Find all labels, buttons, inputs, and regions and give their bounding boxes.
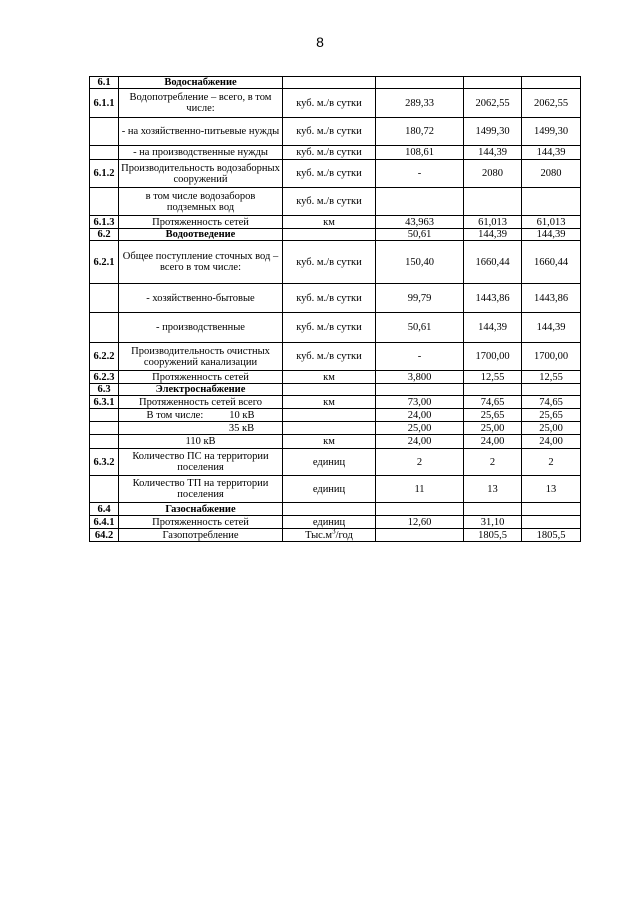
table-row <box>90 449 581 476</box>
table-row <box>90 409 581 422</box>
value-cell-1: 108,61 <box>376 146 464 160</box>
row-number: 6.2.2 <box>90 343 119 371</box>
value-cell-2: 144,39 <box>464 146 522 160</box>
row-number: 6.4.1 <box>90 516 119 529</box>
row-name: Количество ТП на территории поселения <box>119 476 283 503</box>
row-number: 6.3.1 <box>90 396 119 409</box>
table-row <box>90 77 581 89</box>
unit-superscript: 3 <box>332 528 336 535</box>
value-cell-1: 11 <box>376 476 464 503</box>
value-cell-1: 43,963 <box>376 216 464 229</box>
unit-prefix: Тыс.м <box>305 529 333 541</box>
value-cell-3: 12,55 <box>522 371 581 384</box>
value-cell-3 <box>522 384 581 396</box>
row-name: - хозяйственно-бытовые <box>119 284 283 313</box>
value-cell-3 <box>522 516 581 529</box>
value-cell-3 <box>522 77 581 89</box>
table-row <box>90 284 581 313</box>
value-cell-1 <box>376 384 464 396</box>
value-cell-3: 1499,30 <box>522 118 581 146</box>
value-cell-1: 2 <box>376 449 464 476</box>
value-cell-3: 1805,5 <box>522 529 581 542</box>
row-name: 35 кВ <box>119 422 283 435</box>
row-name: - на производственные нужды <box>119 146 283 160</box>
row-name: в том числе водозаборов подземных вод <box>119 188 283 216</box>
unit-cell <box>283 77 376 89</box>
value-cell-3: 144,39 <box>522 146 581 160</box>
table-row <box>90 229 581 241</box>
value-cell-3: 1443,86 <box>522 284 581 313</box>
value-cell-3: 25,65 <box>522 409 581 422</box>
value-cell-1 <box>376 188 464 216</box>
row-number <box>90 188 119 216</box>
table-row <box>90 384 581 396</box>
unit-cell <box>283 384 376 396</box>
row-name-voltage: 10 кВ <box>229 409 255 421</box>
unit-cell <box>283 409 376 422</box>
unit-cell: куб. м./в сутки <box>283 146 376 160</box>
value-cell-1: - <box>376 160 464 188</box>
value-cell-1: - <box>376 343 464 371</box>
value-cell-3: 24,00 <box>522 435 581 449</box>
value-cell-2: 1805,5 <box>464 529 522 542</box>
value-cell-1 <box>376 503 464 516</box>
row-name: Водопотребление – всего, в том числе: <box>119 89 283 118</box>
row-number <box>90 435 119 449</box>
unit-suffix: /год <box>335 529 353 541</box>
value-cell-2: 144,39 <box>464 313 522 343</box>
value-cell-3 <box>522 503 581 516</box>
row-name: Протяженность сетей всего <box>119 396 283 409</box>
unit-cell <box>283 229 376 241</box>
row-name: - производственные <box>119 313 283 343</box>
value-cell-3: 2 <box>522 449 581 476</box>
value-cell-1: 12,60 <box>376 516 464 529</box>
value-cell-2: 2062,55 <box>464 89 522 118</box>
value-cell-1: 50,61 <box>376 229 464 241</box>
value-cell-3: 2062,55 <box>522 89 581 118</box>
table-row <box>90 118 581 146</box>
table-row <box>90 241 581 284</box>
row-name: 110 кВ <box>119 435 283 449</box>
table-row <box>90 503 581 516</box>
section-title: Газоснабжение <box>119 503 283 516</box>
row-number: 6.2.1 <box>90 241 119 284</box>
row-number <box>90 409 119 422</box>
value-cell-2: 144,39 <box>464 229 522 241</box>
value-cell-2: 1660,44 <box>464 241 522 284</box>
unit-cell: куб. м./в сутки <box>283 89 376 118</box>
unit-cell: единиц <box>283 516 376 529</box>
table-row <box>90 216 581 229</box>
table-row <box>90 343 581 371</box>
row-name: Производительность очистных сооружений канализации <box>119 343 283 371</box>
unit-cell: км <box>283 216 376 229</box>
table-row <box>90 516 581 529</box>
value-cell-3 <box>522 188 581 216</box>
value-cell-1: 3,800 <box>376 371 464 384</box>
table-row <box>90 476 581 503</box>
unit-cell <box>283 422 376 435</box>
unit-cell: куб. м./в сутки <box>283 313 376 343</box>
row-number <box>90 313 119 343</box>
value-cell-2: 12,55 <box>464 371 522 384</box>
row-name: Протяженность сетей <box>119 516 283 529</box>
value-cell-2: 24,00 <box>464 435 522 449</box>
value-cell-3: 144,39 <box>522 313 581 343</box>
value-cell-2 <box>464 384 522 396</box>
table-row <box>90 160 581 188</box>
unit-cell: единиц <box>283 449 376 476</box>
row-name <box>119 409 283 422</box>
row-number: 6.1.1 <box>90 89 119 118</box>
table-row <box>90 313 581 343</box>
unit-cell: куб. м./в сутки <box>283 188 376 216</box>
row-name: Протяженность сетей <box>119 216 283 229</box>
value-cell-3: 25,00 <box>522 422 581 435</box>
row-number: 6.3.2 <box>90 449 119 476</box>
table-row <box>90 435 581 449</box>
value-cell-2: 25,65 <box>464 409 522 422</box>
value-cell-1: 180,72 <box>376 118 464 146</box>
value-cell-1 <box>376 77 464 89</box>
value-cell-1: 99,79 <box>376 284 464 313</box>
value-cell-2: 1499,30 <box>464 118 522 146</box>
unit-cell: куб. м./в сутки <box>283 160 376 188</box>
value-cell-2 <box>464 77 522 89</box>
row-number <box>90 146 119 160</box>
unit-cell: км <box>283 371 376 384</box>
value-cell-2: 13 <box>464 476 522 503</box>
row-number: 6.4 <box>90 503 119 516</box>
row-number: 6.1 <box>90 77 119 89</box>
value-cell-2: 31,10 <box>464 516 522 529</box>
value-cell-1: 150,40 <box>376 241 464 284</box>
unit-cell: куб. м./в сутки <box>283 241 376 284</box>
row-number: 64.2 <box>90 529 119 542</box>
value-cell-3: 13 <box>522 476 581 503</box>
value-cell-1: 50,61 <box>376 313 464 343</box>
unit-cell: куб. м./в сутки <box>283 118 376 146</box>
value-cell-2 <box>464 188 522 216</box>
row-name: Протяженность сетей <box>119 371 283 384</box>
value-cell-3: 144,39 <box>522 229 581 241</box>
value-cell-3: 61,013 <box>522 216 581 229</box>
indicators-table <box>89 76 581 542</box>
value-cell-3: 74,65 <box>522 396 581 409</box>
value-cell-1: 73,00 <box>376 396 464 409</box>
row-name-prefix: В том числе: <box>146 409 204 421</box>
section-title: Водоотведение <box>119 229 283 241</box>
unit-cell: км <box>283 435 376 449</box>
table-row <box>90 529 581 542</box>
row-number: 6.2 <box>90 229 119 241</box>
unit-cell: куб. м./в сутки <box>283 284 376 313</box>
row-number: 6.2.3 <box>90 371 119 384</box>
value-cell-2: 2080 <box>464 160 522 188</box>
value-cell-3: 1700,00 <box>522 343 581 371</box>
page-number: 8 <box>316 34 324 50</box>
row-number: 6.1.3 <box>90 216 119 229</box>
value-cell-1 <box>376 529 464 542</box>
table-row <box>90 188 581 216</box>
value-cell-2: 25,00 <box>464 422 522 435</box>
section-title: Водоснабжение <box>119 77 283 89</box>
table-row <box>90 422 581 435</box>
value-cell-1: 25,00 <box>376 422 464 435</box>
section-title: Электроснабжение <box>119 384 283 396</box>
row-number <box>90 476 119 503</box>
table-row <box>90 146 581 160</box>
value-cell-3: 1660,44 <box>522 241 581 284</box>
unit-cell <box>283 529 376 542</box>
row-number <box>90 284 119 313</box>
value-cell-2: 1443,86 <box>464 284 522 313</box>
value-cell-2: 1700,00 <box>464 343 522 371</box>
value-cell-2: 2 <box>464 449 522 476</box>
value-cell-1: 289,33 <box>376 89 464 118</box>
row-name: Газопотребление <box>119 529 283 542</box>
table-row <box>90 371 581 384</box>
table-row <box>90 89 581 118</box>
row-number: 6.1.2 <box>90 160 119 188</box>
unit-cell: км <box>283 396 376 409</box>
value-cell-2 <box>464 503 522 516</box>
unit-cell: куб. м./в сутки <box>283 343 376 371</box>
row-number: 6.3 <box>90 384 119 396</box>
row-name: Производительность водозаборных сооружений <box>119 160 283 188</box>
unit-cell <box>283 503 376 516</box>
table-row <box>90 396 581 409</box>
value-cell-3: 2080 <box>522 160 581 188</box>
row-name: Количество ПС на территории поселения <box>119 449 283 476</box>
unit-cell: единиц <box>283 476 376 503</box>
value-cell-1: 24,00 <box>376 409 464 422</box>
value-cell-1: 24,00 <box>376 435 464 449</box>
row-name: - на хозяйственно-питьевые нужды <box>119 118 283 146</box>
value-cell-2: 74,65 <box>464 396 522 409</box>
row-name: Общее поступление сточных вод – всего в том числе: <box>119 241 283 284</box>
row-number <box>90 422 119 435</box>
row-number <box>90 118 119 146</box>
value-cell-2: 61,013 <box>464 216 522 229</box>
